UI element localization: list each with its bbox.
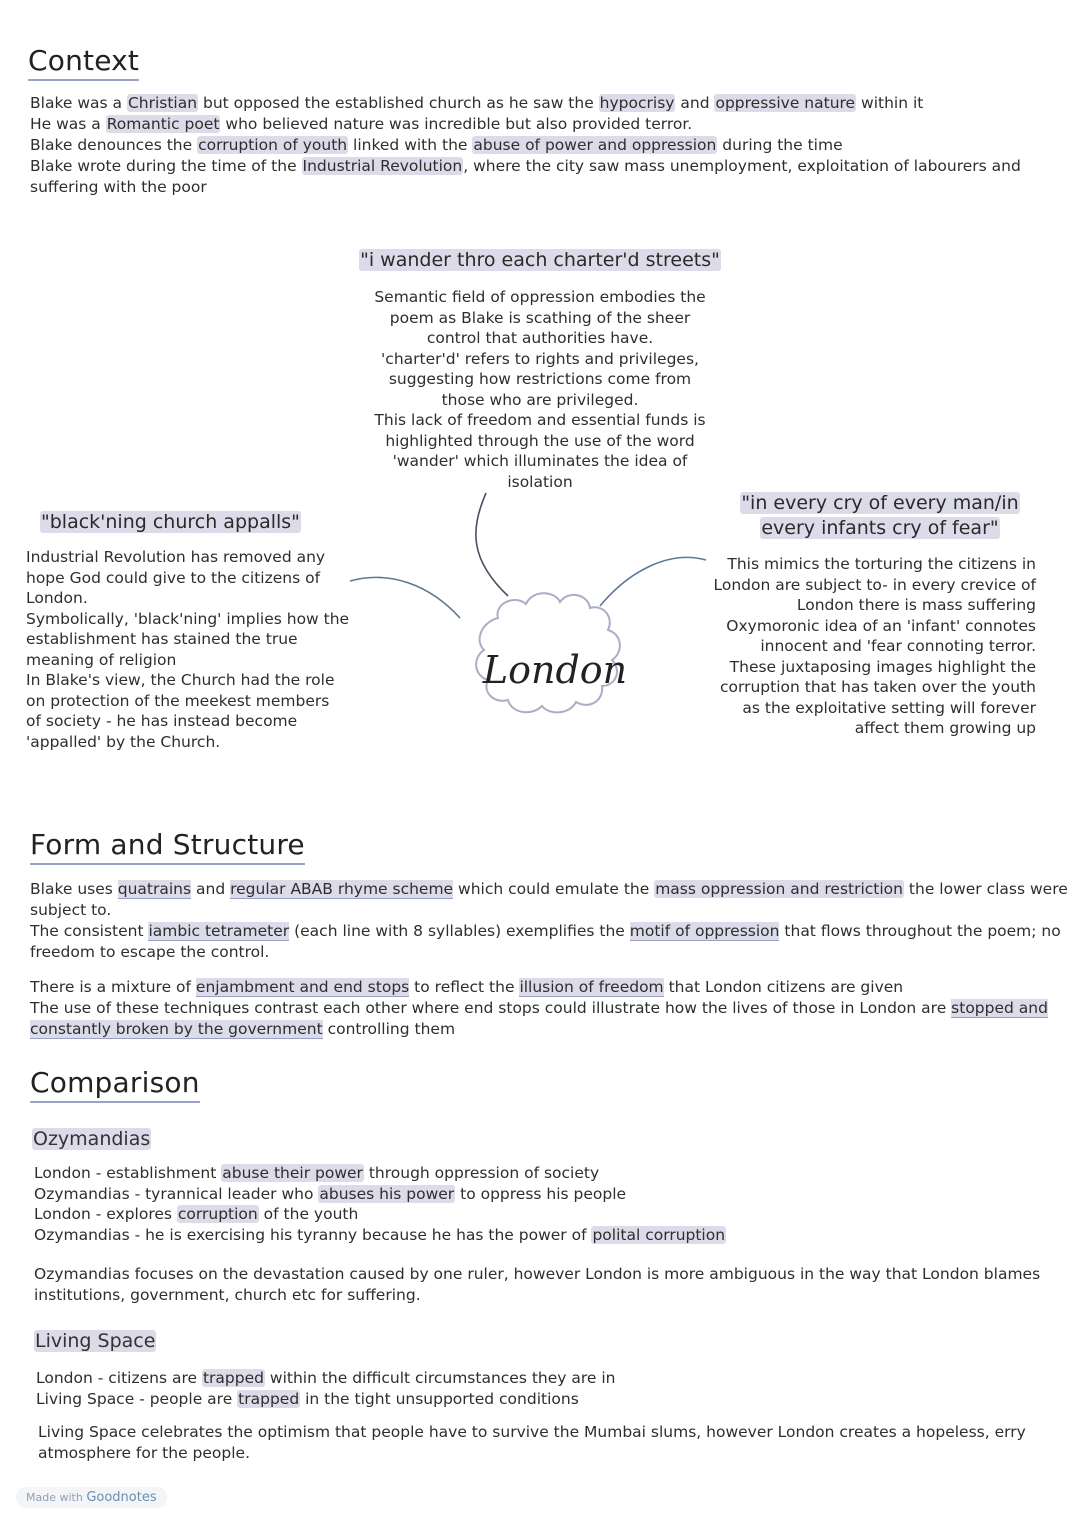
- text-line: constantly broken by the government controlling them: [30, 1020, 456, 1038]
- text-line: Ozymandias - tyrannical leader who abuses his power to oppress his people: [34, 1184, 627, 1203]
- text-line: London there is mass suffering: [796, 596, 1036, 614]
- highlighted-phrase: abuse their power: [222, 1164, 363, 1182]
- ozymandias-title: Ozymandias: [33, 1128, 151, 1150]
- highlighted-phrase: abuses his power: [319, 1184, 455, 1203]
- text-line: London.: [26, 589, 88, 607]
- text-line: Blake denounces the corruption of youth linked with the abuse of power and oppression during the time: [30, 136, 843, 154]
- form-heading: Form and Structure: [30, 828, 305, 865]
- text-line: London - citizens are trapped within the difficult circumstances they are in: [36, 1369, 616, 1387]
- quote-line: "in every cry of every man/in: [741, 492, 1019, 514]
- living-space-summary: [38, 1422, 1026, 1463]
- text-line: London are subject to- in every crevice of: [713, 575, 1036, 594]
- top-analysis: [320, 287, 760, 492]
- connector-left: [350, 577, 460, 618]
- highlighted-phrase: polital corruption: [592, 1225, 726, 1244]
- highlighted-phrase: oppressive nature: [715, 94, 856, 112]
- text-line: corruption that has taken over the youth: [719, 678, 1036, 696]
- text-line: Industrial Revolution has removed any: [26, 548, 326, 566]
- text-line: suffering with the poor: [30, 178, 207, 196]
- connector-top: [476, 493, 508, 596]
- text-line: Blake was a Christian but opposed the established church as he saw the hypocrisy and oppressive nature within it: [30, 94, 924, 112]
- text-line: Ozymandias - he is exercising his tyranny because he has the power of polital corruption: [34, 1225, 726, 1244]
- highlighted-phrase: enjambment and end stops: [195, 978, 410, 996]
- text-line: The use of these techniques contrast each other where end stops could illustrate how the lives of those in London are stopped and: [30, 999, 1048, 1017]
- text-line: as the exploitative setting will forever: [742, 698, 1036, 717]
- text-line: Living Space - people are trapped in the tight unsupported conditions: [36, 1389, 579, 1408]
- highlighted-phrase: hypocrisy: [599, 94, 675, 112]
- text-line: 'appalled' by the Church.: [26, 732, 221, 751]
- text-line: of society - he has instead become: [26, 712, 298, 730]
- form-body-1: [30, 879, 1068, 963]
- text-line: subject to.: [30, 901, 112, 919]
- right-quote: [700, 491, 1060, 541]
- left-analysis: [26, 547, 349, 752]
- quote-line: every infants cry of fear": [761, 517, 999, 539]
- text-line: on protection of the meekest members: [26, 691, 330, 710]
- text-line: freedom to escape the control.: [30, 943, 270, 961]
- text-line: highlighted through the use of the word: [385, 431, 695, 450]
- highlighted-phrase: mass oppression and restriction: [655, 880, 903, 898]
- highlighted-phrase: stopped and: [951, 999, 1048, 1017]
- context-body: [30, 93, 1021, 198]
- text-line: atmosphere for the people.: [38, 1443, 250, 1462]
- text-line: Ozymandias focuses on the devastation caused by one ruler, however London is more ambiguous in the way that London blames: [34, 1265, 1041, 1283]
- highlighted-phrase: motif of oppression: [629, 922, 780, 940]
- highlighted-phrase: constantly broken by the government: [30, 1020, 323, 1038]
- text-line: There is a mixture of enjambment and end stops to reflect the illusion of freedom that London citizens are given: [30, 978, 904, 996]
- text-line: This mimics the torturing the citizens in: [727, 555, 1036, 573]
- text-line: poem as Blake is scathing of the sheer: [389, 308, 691, 327]
- ozymandias-points: [34, 1163, 726, 1245]
- living-space-title: Living Space: [35, 1330, 156, 1352]
- comparison-heading: Comparison: [30, 1066, 200, 1103]
- highlighted-phrase: regular ABAB rhyme scheme: [230, 880, 454, 898]
- text-line: institutions, government, church etc for suffering.: [34, 1285, 421, 1304]
- text-line: suggesting how restrictions come from: [388, 370, 692, 388]
- context-heading: Context: [28, 44, 139, 81]
- text-line: control that authorities have.: [426, 329, 654, 347]
- form-body-2: [30, 977, 1048, 1040]
- left-quote: "black'ning church appalls": [41, 511, 300, 533]
- text-line: Blake wrote during the time of the Industrial Revolution, where the city saw mass unemployment, exploitation of labourers and: [30, 157, 1021, 175]
- text-line: 'wander' which illuminates the idea of: [392, 452, 688, 470]
- highlighted-phrase: corruption: [177, 1205, 258, 1223]
- text-line: In Blake's view, the Church had the role: [26, 671, 335, 689]
- highlighted-phrase: Christian: [127, 94, 198, 112]
- highlighted-phrase: abuse of power and oppression: [473, 136, 717, 154]
- highlighted-phrase: quatrains: [117, 880, 192, 898]
- text-line: Symbolically, 'black'ning' implies how the: [26, 609, 350, 628]
- text-line: 'charter'd' refers to rights and privileges,: [381, 349, 699, 368]
- text-line: isolation: [507, 472, 573, 491]
- text-line: innocent and 'fear connoting terror.: [760, 637, 1036, 655]
- text-line: Blake uses quatrains and regular ABAB rhyme scheme which could emulate the mass oppression and restriction the lower class were: [30, 880, 1068, 898]
- text-line: London - establishment abuse their power through oppression of society: [34, 1164, 600, 1182]
- highlighted-phrase: corruption of youth: [198, 136, 348, 154]
- text-line: Semantic field of oppression embodies the: [374, 288, 706, 306]
- highlighted-phrase: Industrial Revolution: [302, 157, 463, 175]
- text-line: Living Space celebrates the optimism that people have to survive the Mumbai slums, however London creates a hopeless, erry: [38, 1423, 1026, 1441]
- text-line: London - explores corruption of the youth: [34, 1205, 359, 1223]
- highlighted-phrase: iambic tetrameter: [148, 922, 290, 940]
- text-line: hope God could give to the citizens of: [26, 568, 321, 587]
- text-line: Oxymoronic idea of an 'infant' connotes: [726, 616, 1036, 635]
- text-line: These juxtaposing images highlight the: [729, 657, 1036, 676]
- text-line: He was a Romantic poet who believed nature was incredible but also provided terror.: [30, 115, 693, 133]
- text-line: affect them growing up: [854, 719, 1036, 737]
- text-line: those who are privileged.: [441, 390, 639, 409]
- made-with-badge: Made with Goodnotes: [16, 1487, 167, 1508]
- ozymandias-summary: [34, 1264, 1040, 1305]
- highlighted-phrase: Romantic poet: [106, 115, 220, 133]
- text-line: The consistent iambic tetrameter (each line with 8 syllables) exemplifies the motif of oppression that flows throughout the poem; no: [30, 922, 1061, 940]
- highlighted-phrase: trapped: [202, 1369, 264, 1387]
- text-line: establishment has stained the true: [26, 630, 298, 648]
- living-space-points: [36, 1368, 616, 1409]
- text-line: meaning of religion: [26, 650, 177, 669]
- text-line: This lack of freedom and essential funds is: [374, 411, 706, 429]
- highlighted-phrase: trapped: [238, 1389, 300, 1408]
- right-analysis: [640, 554, 1036, 739]
- center-label: London: [482, 648, 628, 692]
- top-quote: "i wander thro each charter'd streets": [360, 249, 720, 271]
- highlighted-phrase: illusion of freedom: [519, 978, 664, 996]
